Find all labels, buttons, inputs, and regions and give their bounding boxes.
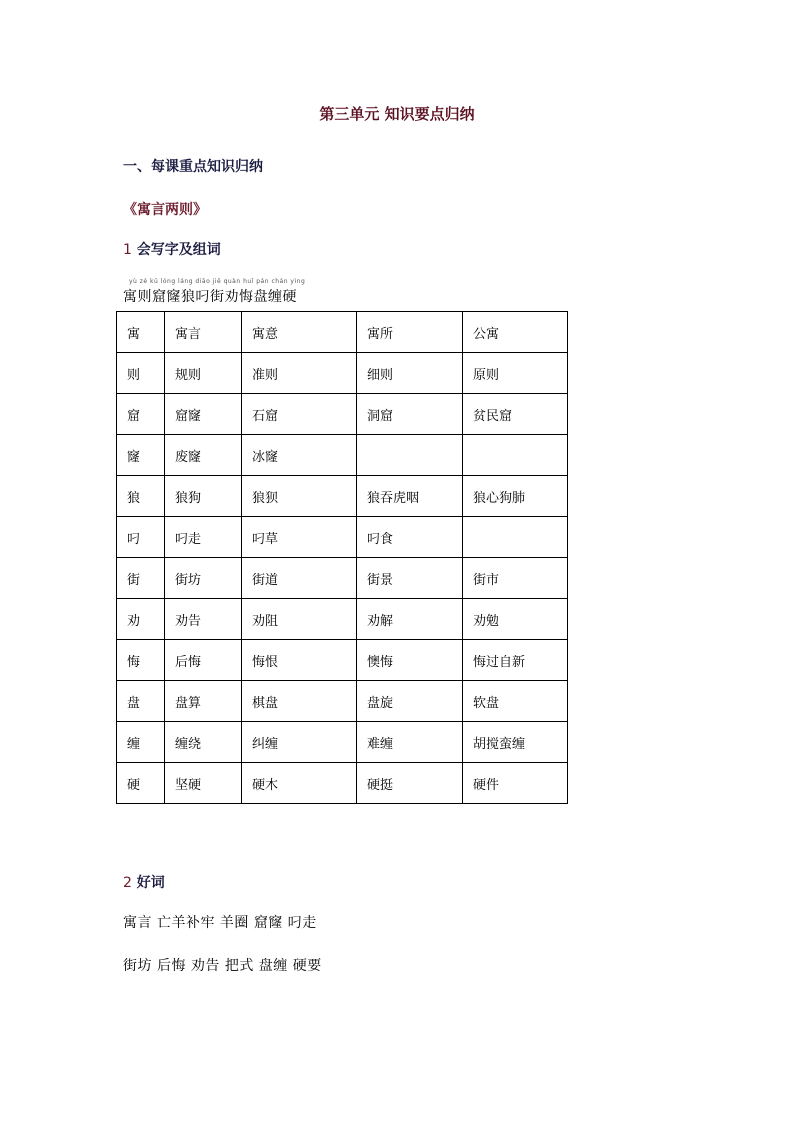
- table-cell-word: [463, 517, 568, 558]
- subsection-number: 2: [123, 875, 132, 891]
- table-cell-word: 狼狈: [242, 476, 357, 517]
- table-cell-char: 叼: [117, 517, 165, 558]
- table-row: [117, 435, 568, 476]
- table-cell-word: 难缠: [357, 722, 463, 763]
- table-cell-char: 街: [117, 558, 165, 599]
- table-cell-word: 规则: [165, 353, 242, 394]
- table-cell-char: 悔: [117, 640, 165, 681]
- table-cell-char: 劝: [117, 599, 165, 640]
- table-cell-word: 盘算: [165, 681, 242, 722]
- table-row: [117, 722, 568, 763]
- table-cell-word: 劝阻: [242, 599, 357, 640]
- table-cell-word: 悔恨: [242, 640, 357, 681]
- table-cell-word: 硬件: [463, 763, 568, 804]
- table-cell-word: [357, 435, 463, 476]
- page-title: 第三单元 知识要点归纳: [319, 105, 475, 123]
- table-cell-word: 缠绕: [165, 722, 242, 763]
- subsection-write-chars: [123, 239, 221, 259]
- table-cell-word: 废窿: [165, 435, 242, 476]
- table-cell-word: 狼狗: [165, 476, 242, 517]
- table-cell-word: 公寓: [463, 312, 568, 353]
- table-cell-word: 街景: [357, 558, 463, 599]
- table-cell-word: 冰窿: [242, 435, 357, 476]
- table-cell-word: 悔过自新: [463, 640, 568, 681]
- table-cell-word: 街道: [242, 558, 357, 599]
- table-cell-word: 街坊: [165, 558, 242, 599]
- pinyin-line: yù zé kū lóng láng diāo jiē quàn huǐ pán chán yìng: [129, 278, 306, 285]
- table-row: [117, 312, 568, 353]
- table-cell-word: 硬木: [242, 763, 357, 804]
- table-cell-word: [463, 435, 568, 476]
- table-cell-word: 硬挺: [357, 763, 463, 804]
- table-cell-word: 洞窟: [357, 394, 463, 435]
- table-cell-word: 狼吞虎咽: [357, 476, 463, 517]
- subsection-label: 会写字及组词: [131, 242, 221, 258]
- table-cell-word: 叼走: [165, 517, 242, 558]
- word-table: [116, 311, 568, 804]
- table-row: [117, 640, 568, 681]
- table-row: [117, 763, 568, 804]
- table-cell-word: 狼心狗肺: [463, 476, 568, 517]
- table-cell-char: 硬: [117, 763, 165, 804]
- table-cell-word: 劝解: [357, 599, 463, 640]
- table-cell-word: 叼食: [357, 517, 463, 558]
- lesson-title: 《寓言两则》: [123, 202, 207, 218]
- table-cell-word: 窟窿: [165, 394, 242, 435]
- table-cell-word: 寓意: [242, 312, 357, 353]
- subsection-good-words: [123, 872, 165, 892]
- section-heading: 一、每课重点知识归纳: [123, 159, 263, 175]
- table-cell-word: 后悔: [165, 640, 242, 681]
- table-cell-char: 则: [117, 353, 165, 394]
- table-cell-word: 原则: [463, 353, 568, 394]
- table-cell-word: 坚硬: [165, 763, 242, 804]
- table-cell-word: 贫民窟: [463, 394, 568, 435]
- table-cell-char: 寓: [117, 312, 165, 353]
- table-row: [117, 476, 568, 517]
- character-line: 寓则窟窿狼叼街劝悔盘缠硬: [123, 289, 297, 305]
- table-row: [117, 558, 568, 599]
- table-cell-word: 街市: [463, 558, 568, 599]
- table-cell-word: 劝勉: [463, 599, 568, 640]
- table-cell-word: 准则: [242, 353, 357, 394]
- subsection-label: 好词: [131, 875, 165, 891]
- table-cell-word: 细则: [357, 353, 463, 394]
- subsection-number: 1: [123, 242, 132, 258]
- table-cell-word: 寓言: [165, 312, 242, 353]
- table-row: [117, 517, 568, 558]
- table-cell-char: 窟: [117, 394, 165, 435]
- good-words-line: 街坊 后悔 劝告 把式 盘缠 硬要: [123, 958, 322, 974]
- good-words-line: 寓言 亡羊补牢 羊圈 窟窿 叼走: [123, 915, 317, 931]
- table-cell-word: 叼草: [242, 517, 357, 558]
- table-cell-word: 懊悔: [357, 640, 463, 681]
- table-cell-word: 石窟: [242, 394, 357, 435]
- table-row: [117, 681, 568, 722]
- table-cell-word: 胡搅蛮缠: [463, 722, 568, 763]
- table-cell-word: 盘旋: [357, 681, 463, 722]
- table-row: [117, 353, 568, 394]
- table-cell-char: 盘: [117, 681, 165, 722]
- table-cell-char: 狼: [117, 476, 165, 517]
- table-row: [117, 599, 568, 640]
- table-row: [117, 394, 568, 435]
- table-cell-word: 寓所: [357, 312, 463, 353]
- table-cell-char: 窿: [117, 435, 165, 476]
- table-cell-word: 软盘: [463, 681, 568, 722]
- table-cell-word: 劝告: [165, 599, 242, 640]
- table-cell-word: 纠缠: [242, 722, 357, 763]
- table-cell-char: 缠: [117, 722, 165, 763]
- table-cell-word: 棋盘: [242, 681, 357, 722]
